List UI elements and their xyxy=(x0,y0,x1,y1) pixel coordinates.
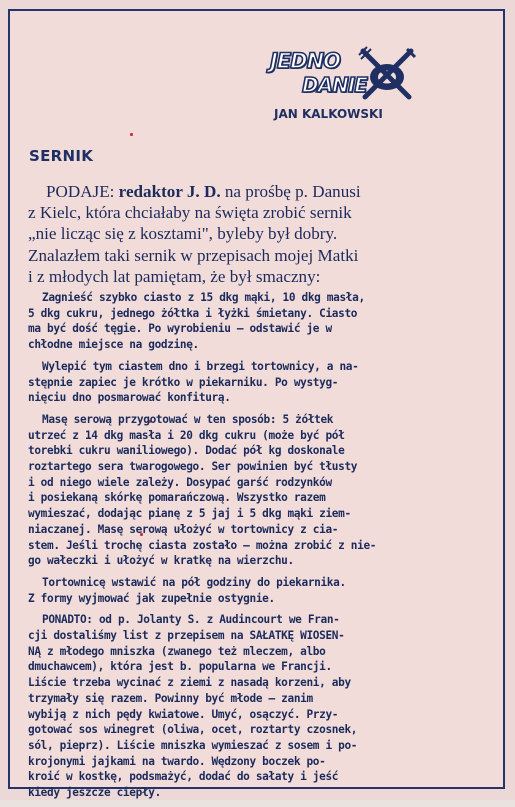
body-line: cji dostaliśmy list z przepisem na SAŁATKĘ WIOSEN- xyxy=(28,629,345,643)
crossed-cutlery-and-plate-icon xyxy=(357,45,417,105)
body-line: wybiją z nich pędy kwiatowe. Umyć, osączyć. Przy- xyxy=(28,707,339,721)
body-line: kroić w kostkę, podsmażyć, dodać do sałaty i jeść xyxy=(28,770,339,784)
recipe-paragraph-baking xyxy=(28,359,494,406)
logo-author: JAN KALKOWSKI xyxy=(274,107,383,121)
body-line: i od niego wiele zależy. Dosypać garść rodzynków xyxy=(28,475,332,489)
intro-line: „nie licząc się z kosztami", byleby był dobry. xyxy=(28,224,338,244)
body-line: ma być dość tęgie. Po wyrobieniu — odstawić je w xyxy=(28,322,332,336)
body-line: utrzeć z 14 dkg masła i 20 dkg cukru (może być pół xyxy=(28,428,345,442)
body-line: NĄ z młodego mniszka (zwanego też mleczem, albo xyxy=(28,644,326,658)
body-line: Liście trzeba wycinać z ziemi z nasadą korzeni, aby xyxy=(28,676,351,690)
body-line: stępnie zapiec je krótko w piekarniku. Po wystyg- xyxy=(28,375,339,389)
body-line: trzymały się razem. Powinny być młode — zanim xyxy=(28,691,313,705)
body-line: nięciu dno posmarować konfiturą. xyxy=(28,391,231,405)
recipe-paragraph-dough xyxy=(28,290,494,353)
body-line: sól, pieprz). Liście mniszka wymieszać z sosem i po- xyxy=(28,738,358,752)
body-line: 5 dkg cukru, jednego żółtka i łyżki śmietany. Ciasto xyxy=(28,306,358,320)
logo-title-line1: JEDNO xyxy=(270,49,341,73)
logo-title-line2: DANIE xyxy=(302,73,367,97)
salad-paragraph xyxy=(28,612,494,800)
intro-lead-name: redaktor J. D. xyxy=(118,182,221,201)
article-intro xyxy=(28,181,492,287)
body-line-text: od p. Jolanty S. z Audincourt we Fran- xyxy=(92,613,340,627)
salad-label: PONADTO: xyxy=(42,613,93,627)
body-line: Zagnieść szybko ciasto z 15 dkg mąki, 10 dkg masła, xyxy=(42,291,365,304)
intro-line: Znalazłem taki sernik w przepisach mojej Matki xyxy=(28,245,359,265)
print-speck xyxy=(130,133,133,136)
recipe-paragraph-finish xyxy=(28,575,494,606)
body-line: kiedy jeszcze ciepły. xyxy=(28,786,161,800)
body-line: niaczanej. Masę serową ułożyć w tortownicy z cia- xyxy=(28,522,339,536)
article-body xyxy=(28,290,494,807)
intro-lead-label: PODAJE: xyxy=(46,182,115,201)
article-heading: SERNIK xyxy=(29,147,94,165)
body-line: Tortownicę wstawić na pół godziny do piekarnika. xyxy=(42,575,346,589)
intro-line xyxy=(28,181,492,202)
body-line: Wylepić tym ciastem dno i brzegi tortownicy, a na- xyxy=(42,359,359,373)
body-line: go wałeczki i ułożyć w kratkę na wierzchu. xyxy=(28,554,294,568)
body-line: stem. Jeśli trochę ciasta zostało — można zrobić z nie- xyxy=(28,538,377,552)
body-line: chłodne miejsce na godzinę. xyxy=(28,338,199,352)
body-line: krojonymi jajkami na twardo. Wędzony boczek po- xyxy=(28,754,326,768)
column-logo xyxy=(262,45,422,125)
body-line: torebki cukru waniliowego). Dodać pół kg doskonale xyxy=(28,444,345,458)
body-line: Masę serową przygotować w ten sposób: 5 żółtek xyxy=(42,412,334,426)
body-line: wymieszać, dodając pianę z 5 jaj i 5 dkg mąki ziem- xyxy=(28,507,351,521)
body-line: roztartego sera twarogowego. Ser powinien być tłusty xyxy=(28,460,358,474)
body-line xyxy=(28,612,494,628)
intro-line-text: na prośbę p. Danusi xyxy=(220,182,361,201)
intro-line: i z młodych lat pamiętam, że był smaczny: xyxy=(28,266,321,286)
body-line: gotować sos winegret (oliwa, ocet, roztarty czosnek, xyxy=(28,723,358,737)
body-line: Z formy wyjmować jak zupełnie ostygnie. xyxy=(28,591,275,605)
body-line: i posiekaną skórkę pomarańczową. Wszystko razem xyxy=(28,491,326,505)
intro-line: z Kielc, która chciałaby na święta zrobić sernik xyxy=(28,203,352,223)
recipe-paragraph-cheese-mass xyxy=(28,412,494,569)
body-line: dmuchawcem), która jest b. popularna we Francji. xyxy=(28,660,332,674)
